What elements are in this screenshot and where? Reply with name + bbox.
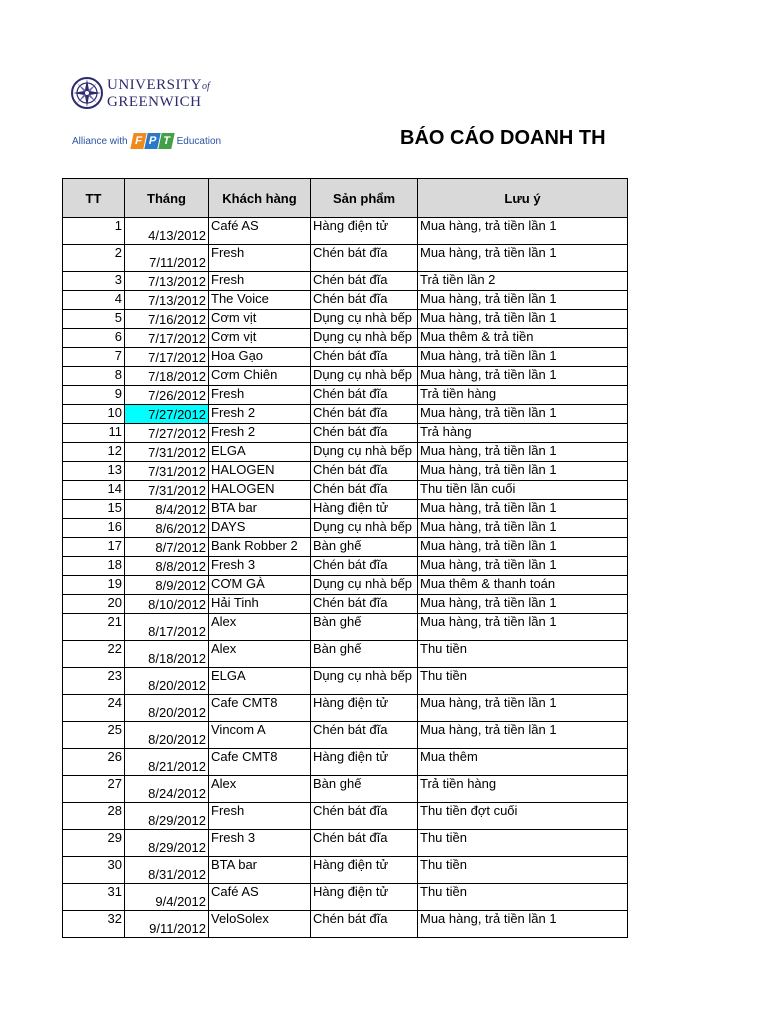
cell-luu-y[interactable]: Mua hàng, trả tiền lần 1 <box>418 614 628 641</box>
cell-san-pham[interactable]: Chén bát đĩa <box>311 245 418 272</box>
table-row <box>63 481 628 500</box>
cell-tt[interactable]: 1 <box>63 218 125 245</box>
cell-thang[interactable]: 8/20/2012 <box>125 668 209 695</box>
cell-san-pham[interactable]: Chén bát đĩa <box>311 424 418 443</box>
cell-khach-hang[interactable]: Cơm vịt <box>209 329 311 348</box>
cell-luu-y[interactable]: Mua hàng, trả tiền lần 1 <box>418 538 628 557</box>
cell-san-pham[interactable]: Chén bát đĩa <box>311 803 418 830</box>
cell-tt[interactable]: 4 <box>63 291 125 310</box>
table-row <box>63 462 628 481</box>
cell-khach-hang[interactable]: Fresh 3 <box>209 557 311 576</box>
cell-thang[interactable]: 7/13/2012 <box>125 272 209 291</box>
cell-luu-y[interactable]: Mua hàng, trả tiền lần 1 <box>418 557 628 576</box>
cell-tt[interactable]: 21 <box>63 614 125 641</box>
cell-luu-y[interactable]: Mua hàng, trả tiền lần 1 <box>418 291 628 310</box>
cell-tt[interactable]: 29 <box>63 830 125 857</box>
cell-thang[interactable]: 8/17/2012 <box>125 614 209 641</box>
fpt-letter-p: P <box>144 133 160 149</box>
cell-thang[interactable]: 8/29/2012 <box>125 830 209 857</box>
cell-tt[interactable]: 3 <box>63 272 125 291</box>
table-row <box>63 803 628 830</box>
cell-san-pham[interactable]: Chén bát đĩa <box>311 830 418 857</box>
cell-tt[interactable]: 20 <box>63 595 125 614</box>
cell-tt[interactable]: 7 <box>63 348 125 367</box>
cell-tt[interactable]: 12 <box>63 443 125 462</box>
cell-tt[interactable]: 23 <box>63 668 125 695</box>
cell-tt[interactable]: 28 <box>63 803 125 830</box>
cell-luu-y[interactable]: Mua hàng, trả tiền lần 1 <box>418 500 628 519</box>
cell-san-pham[interactable]: Chén bát đĩa <box>311 291 418 310</box>
cell-thang[interactable]: 7/18/2012 <box>125 367 209 386</box>
cell-khach-hang[interactable]: Fresh <box>209 803 311 830</box>
table-row <box>63 576 628 595</box>
cell-khach-hang[interactable]: Fresh <box>209 245 311 272</box>
cell-khach-hang[interactable]: Cafe CMT8 <box>209 749 311 776</box>
cell-luu-y[interactable]: Mua thêm <box>418 749 628 776</box>
cell-tt[interactable]: 8 <box>63 367 125 386</box>
cell-tt[interactable]: 11 <box>63 424 125 443</box>
cell-tt[interactable]: 22 <box>63 641 125 668</box>
cell-thang[interactable]: 8/21/2012 <box>125 749 209 776</box>
cell-tt[interactable]: 2 <box>63 245 125 272</box>
cell-luu-y[interactable]: Mua hàng, trả tiền lần 1 <box>418 405 628 424</box>
cell-thang[interactable]: 8/9/2012 <box>125 576 209 595</box>
cell-khach-hang[interactable]: Cơm vịt <box>209 310 311 329</box>
cell-khach-hang[interactable]: Vincom A <box>209 722 311 749</box>
cell-luu-y[interactable]: Trả tiền hàng <box>418 776 628 803</box>
cell-luu-y[interactable]: Thu tiền <box>418 641 628 668</box>
table-row <box>63 329 628 348</box>
table-row <box>63 884 628 911</box>
logo-university-text: UNIVERSITYof <box>107 77 210 93</box>
table-row <box>63 857 628 884</box>
cell-tt[interactable]: 30 <box>63 857 125 884</box>
compass-emblem-icon <box>70 76 104 110</box>
cell-luu-y[interactable]: Mua hàng, trả tiền lần 1 <box>418 443 628 462</box>
cell-khach-hang[interactable]: Café AS <box>209 218 311 245</box>
cell-khach-hang[interactable]: Fresh 2 <box>209 405 311 424</box>
cell-khach-hang[interactable]: BTA bar <box>209 857 311 884</box>
table-row <box>63 272 628 291</box>
cell-thang[interactable]: 7/17/2012 <box>125 329 209 348</box>
table-row <box>63 538 628 557</box>
cell-thang[interactable]: 7/27/2012 <box>125 405 209 424</box>
cell-san-pham[interactable]: Dụng cụ nhà bếp <box>311 443 418 462</box>
cell-khach-hang[interactable]: Cafe CMT8 <box>209 695 311 722</box>
cell-luu-y[interactable]: Thu tiền <box>418 884 628 911</box>
cell-tt[interactable]: 9 <box>63 386 125 405</box>
table-row <box>63 218 628 245</box>
cell-luu-y[interactable]: Thu tiền <box>418 668 628 695</box>
cell-khach-hang[interactable]: Bank Robber 2 <box>209 538 311 557</box>
cell-thang[interactable]: 7/11/2012 <box>125 245 209 272</box>
cell-thang[interactable]: 8/31/2012 <box>125 857 209 884</box>
cell-tt[interactable]: 31 <box>63 884 125 911</box>
cell-thang[interactable]: 8/18/2012 <box>125 641 209 668</box>
table-body <box>63 218 628 938</box>
cell-thang[interactable]: 8/29/2012 <box>125 803 209 830</box>
cell-tt[interactable]: 18 <box>63 557 125 576</box>
cell-san-pham[interactable]: Chén bát đĩa <box>311 272 418 291</box>
logo-greenwich-text: GREENWICH <box>107 94 202 110</box>
cell-san-pham[interactable]: Hàng điện tử <box>311 695 418 722</box>
cell-san-pham[interactable]: Chén bát đĩa <box>311 348 418 367</box>
cell-luu-y[interactable]: Mua thêm & thanh toán <box>418 576 628 595</box>
cell-san-pham[interactable]: Dụng cụ nhà bếp <box>311 310 418 329</box>
cell-san-pham[interactable]: Chén bát đĩa <box>311 557 418 576</box>
education-text: Education <box>176 135 222 147</box>
cell-khach-hang[interactable]: BTA bar <box>209 500 311 519</box>
cell-khach-hang[interactable]: Alex <box>209 614 311 641</box>
report-title-text: BÁO CÁO DOANH TH <box>400 127 606 149</box>
table-row <box>63 443 628 462</box>
cell-luu-y[interactable]: Thu tiền đợt cuối <box>418 803 628 830</box>
cell-tt[interactable]: 19 <box>63 576 125 595</box>
cell-khach-hang[interactable]: ELGA <box>209 668 311 695</box>
cell-luu-y[interactable]: Mua hàng, trả tiền lần 1 <box>418 310 628 329</box>
cell-thang[interactable]: 4/13/2012 <box>125 218 209 245</box>
cell-thang[interactable]: 7/31/2012 <box>125 481 209 500</box>
cell-thang[interactable]: 9/4/2012 <box>125 884 209 911</box>
cell-tt[interactable]: 17 <box>63 538 125 557</box>
cell-thang[interactable]: 8/20/2012 <box>125 695 209 722</box>
cell-tt[interactable]: 27 <box>63 776 125 803</box>
cell-khach-hang[interactable]: HALOGEN <box>209 462 311 481</box>
table-row <box>63 500 628 519</box>
cell-luu-y[interactable]: Trả hàng <box>418 424 628 443</box>
table-row <box>63 911 628 938</box>
header-luu-y[interactable]: Lưu ý <box>418 179 628 218</box>
cell-luu-y[interactable]: Trả tiền hàng <box>418 386 628 405</box>
cell-tt[interactable]: 26 <box>63 749 125 776</box>
alliance-text: Alliance with <box>72 135 128 147</box>
cell-san-pham[interactable]: Chén bát đĩa <box>311 595 418 614</box>
cell-thang[interactable]: 7/27/2012 <box>125 424 209 443</box>
cell-luu-y[interactable]: Mua hàng, trả tiền lần 1 <box>418 367 628 386</box>
cell-luu-y[interactable]: Mua hàng, trả tiền lần 1 <box>418 245 628 272</box>
cell-khach-hang[interactable]: Café AS <box>209 884 311 911</box>
report-title <box>400 124 628 156</box>
cell-thang[interactable]: 8/4/2012 <box>125 500 209 519</box>
cell-khach-hang[interactable]: Hoa Gạo <box>209 348 311 367</box>
cell-khach-hang[interactable]: DAYS <box>209 519 311 538</box>
university-logo <box>70 74 230 154</box>
cell-luu-y[interactable]: Mua hàng, trả tiền lần 1 <box>418 722 628 749</box>
cell-thang[interactable]: 7/16/2012 <box>125 310 209 329</box>
cell-khach-hang[interactable]: Alex <box>209 776 311 803</box>
table-row <box>63 291 628 310</box>
table-row <box>63 348 628 367</box>
cell-san-pham[interactable]: Hàng điện tử <box>311 749 418 776</box>
cell-tt[interactable]: 25 <box>63 722 125 749</box>
table-row <box>63 722 628 749</box>
header-khach-hang[interactable]: Khách hàng <box>209 179 311 218</box>
table-row <box>63 557 628 576</box>
cell-khach-hang[interactable]: The Voice <box>209 291 311 310</box>
header-san-pham[interactable]: Sản phẩm <box>311 179 418 218</box>
cell-tt[interactable]: 10 <box>63 405 125 424</box>
cell-tt[interactable]: 14 <box>63 481 125 500</box>
cell-san-pham[interactable]: Bàn ghế <box>311 538 418 557</box>
header-thang[interactable]: Tháng <box>125 179 209 218</box>
table-row <box>63 245 628 272</box>
cell-san-pham[interactable]: Chén bát đĩa <box>311 911 418 938</box>
cell-san-pham[interactable]: Bàn ghế <box>311 776 418 803</box>
fpt-logo <box>132 133 174 149</box>
cell-tt[interactable]: 6 <box>63 329 125 348</box>
table-row <box>63 386 628 405</box>
cell-tt[interactable]: 32 <box>63 911 125 938</box>
table-row <box>63 519 628 538</box>
cell-san-pham[interactable]: Chén bát đĩa <box>311 722 418 749</box>
cell-luu-y[interactable]: Mua hàng, trả tiền lần 1 <box>418 348 628 367</box>
cell-khach-hang[interactable]: Cơm Chiên <box>209 367 311 386</box>
cell-thang[interactable]: 8/10/2012 <box>125 595 209 614</box>
cell-thang[interactable]: 8/8/2012 <box>125 557 209 576</box>
alliance-line <box>72 132 221 150</box>
cell-san-pham[interactable]: Hàng điện tử <box>311 857 418 884</box>
cell-san-pham[interactable]: Hàng điện tử <box>311 884 418 911</box>
cell-tt[interactable]: 5 <box>63 310 125 329</box>
cell-khach-hang[interactable]: HALOGEN <box>209 481 311 500</box>
cell-san-pham[interactable]: Bàn ghế <box>311 614 418 641</box>
cell-luu-y[interactable]: Mua hàng, trả tiền lần 1 <box>418 911 628 938</box>
cell-luu-y[interactable]: Mua hàng, trả tiền lần 1 <box>418 595 628 614</box>
cell-san-pham[interactable]: Chén bát đĩa <box>311 405 418 424</box>
cell-khach-hang[interactable]: VeloSolex <box>209 911 311 938</box>
cell-luu-y[interactable]: Thu tiền <box>418 830 628 857</box>
cell-san-pham[interactable]: Dụng cụ nhà bếp <box>311 367 418 386</box>
table-row <box>63 668 628 695</box>
cell-thang[interactable]: 7/17/2012 <box>125 348 209 367</box>
fpt-letter-t: T <box>158 133 174 149</box>
cell-thang[interactable]: 7/31/2012 <box>125 462 209 481</box>
cell-san-pham[interactable]: Dụng cụ nhà bếp <box>311 576 418 595</box>
table-row <box>63 614 628 641</box>
cell-khach-hang[interactable]: CƠM GÀ <box>209 576 311 595</box>
cell-khach-hang[interactable]: ELGA <box>209 443 311 462</box>
cell-san-pham[interactable]: Chén bát đĩa <box>311 386 418 405</box>
cell-san-pham[interactable]: Bàn ghế <box>311 641 418 668</box>
cell-tt[interactable]: 15 <box>63 500 125 519</box>
table-row <box>63 776 628 803</box>
cell-thang[interactable]: 8/20/2012 <box>125 722 209 749</box>
cell-thang[interactable]: 7/13/2012 <box>125 291 209 310</box>
table-row <box>63 405 628 424</box>
cell-khach-hang[interactable]: Fresh 3 <box>209 830 311 857</box>
table-row <box>63 424 628 443</box>
cell-luu-y[interactable]: Thu tiền <box>418 857 628 884</box>
cell-thang[interactable]: 8/7/2012 <box>125 538 209 557</box>
cell-san-pham[interactable]: Dụng cụ nhà bếp <box>311 668 418 695</box>
cell-tt[interactable]: 24 <box>63 695 125 722</box>
cell-thang[interactable]: 8/6/2012 <box>125 519 209 538</box>
cell-san-pham[interactable]: Dụng cụ nhà bếp <box>311 329 418 348</box>
cell-khach-hang[interactable]: Alex <box>209 641 311 668</box>
table-row <box>63 595 628 614</box>
table-row <box>63 367 628 386</box>
cell-san-pham[interactable]: Hàng điện tử <box>311 500 418 519</box>
cell-thang[interactable]: 8/24/2012 <box>125 776 209 803</box>
cell-luu-y[interactable]: Mua hàng, trả tiền lần 1 <box>418 695 628 722</box>
cell-luu-y[interactable]: Mua hàng, trả tiền lần 1 <box>418 218 628 245</box>
cell-san-pham[interactable]: Chén bát đĩa <box>311 462 418 481</box>
cell-thang[interactable]: 9/11/2012 <box>125 911 209 938</box>
table-row <box>63 749 628 776</box>
fpt-letter-f: F <box>130 133 146 149</box>
cell-khach-hang[interactable]: Fresh <box>209 272 311 291</box>
cell-thang[interactable]: 7/31/2012 <box>125 443 209 462</box>
cell-khach-hang[interactable]: Fresh 2 <box>209 424 311 443</box>
cell-khach-hang[interactable]: Fresh <box>209 386 311 405</box>
cell-khach-hang[interactable]: Hải Tinh <box>209 595 311 614</box>
cell-san-pham[interactable]: Dụng cụ nhà bếp <box>311 519 418 538</box>
cell-luu-y[interactable]: Mua hàng, trả tiền lần 1 <box>418 519 628 538</box>
cell-thang[interactable]: 7/26/2012 <box>125 386 209 405</box>
cell-luu-y[interactable]: Thu tiền lần cuối <box>418 481 628 500</box>
cell-luu-y[interactable]: Mua thêm & trả tiền <box>418 329 628 348</box>
table-row <box>63 695 628 722</box>
sales-table <box>62 178 628 938</box>
table-row <box>63 641 628 668</box>
cell-tt[interactable]: 16 <box>63 519 125 538</box>
cell-tt[interactable]: 13 <box>63 462 125 481</box>
table-header-row <box>63 179 628 218</box>
cell-san-pham[interactable]: Chén bát đĩa <box>311 481 418 500</box>
header-tt[interactable]: TT <box>63 179 125 218</box>
cell-luu-y[interactable]: Mua hàng, trả tiền lần 1 <box>418 462 628 481</box>
cell-san-pham[interactable]: Hàng điện tử <box>311 218 418 245</box>
cell-luu-y[interactable]: Trả tiền lần 2 <box>418 272 628 291</box>
table-row <box>63 830 628 857</box>
table-row <box>63 310 628 329</box>
